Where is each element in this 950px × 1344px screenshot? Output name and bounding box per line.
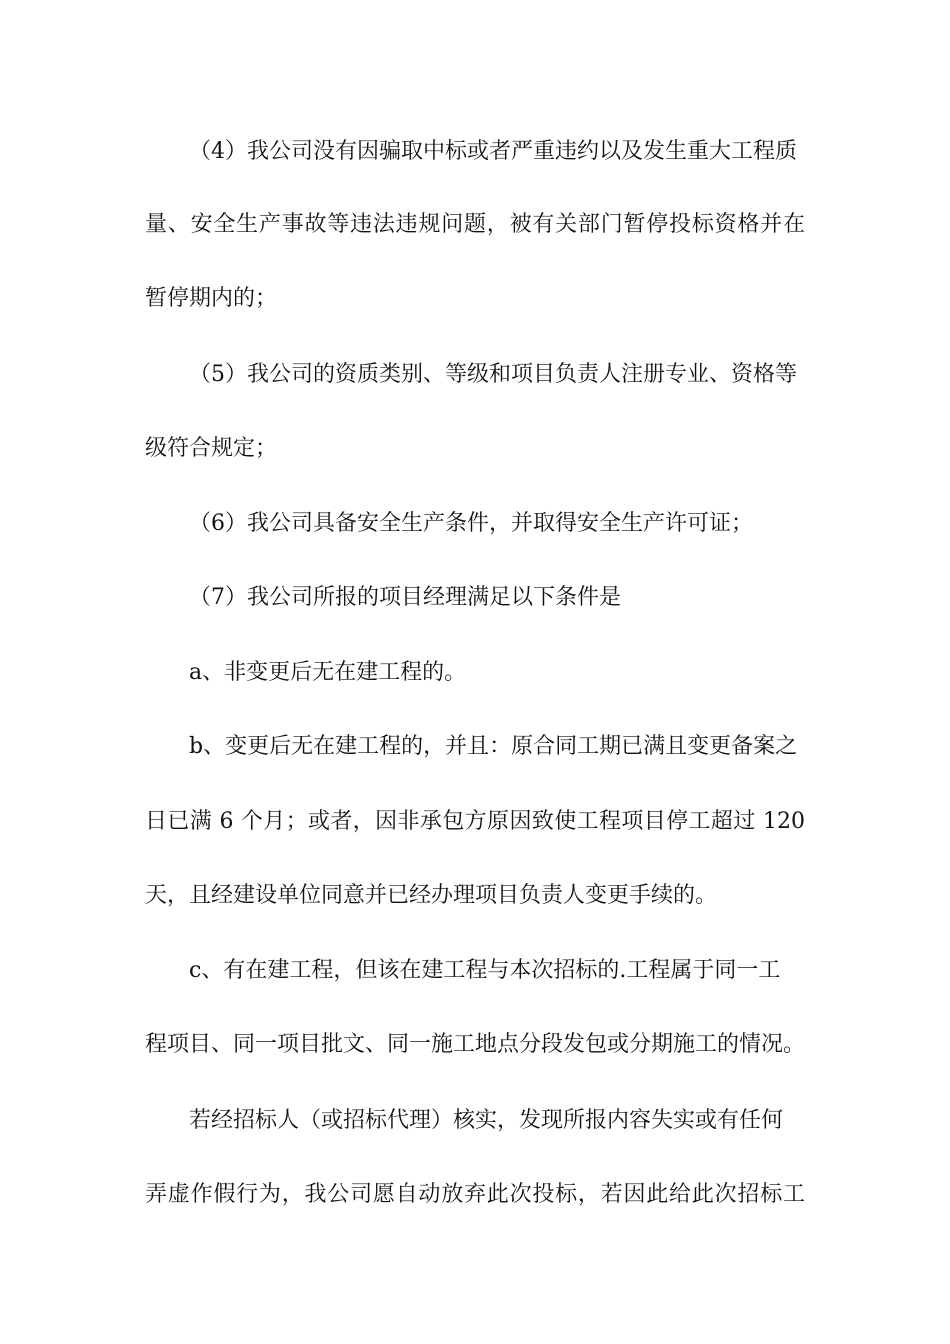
paragraph-line: 日已满 6 个月；或者，因非承包方原因致使工程项目停工超过 120 bbox=[145, 809, 805, 834]
paragraph-line: 量、安全生产事故等违法违规问题，被有关部门暂停投标资格并在 bbox=[145, 212, 805, 237]
paragraph-line: 暂停期内的； bbox=[145, 286, 278, 311]
paragraph-line: （4）我公司没有因骗取中标或者严重违约以及发生重大工程质 bbox=[189, 139, 797, 164]
paragraph-line: 弄虚作假行为，我公司愿自动放弃此次投标，若因此给此次招标工 bbox=[145, 1182, 805, 1207]
paragraph-line: （7）我公司所报的项目经理满足以下条件是 bbox=[189, 585, 621, 610]
paragraph-line: 天，且经建设单位同意并已经办理项目负责人变更手续的。 bbox=[145, 883, 718, 908]
paragraph-line: a、非变更后无在建工程的。 bbox=[189, 660, 467, 685]
paragraph-line: 程项目、同一项目批文、同一施工地点分段发包或分期施工的情况。 bbox=[145, 1032, 806, 1057]
paragraph-line: （5）我公司的资质类别、等级和项目负责人注册专业、资格等 bbox=[189, 362, 797, 387]
paragraph-line: （6）我公司具备安全生产条件，并取得安全生产许可证； bbox=[189, 511, 753, 536]
paragraph-line: 级符合规定； bbox=[145, 436, 278, 461]
paragraph-line: c、有在建工程，但该在建工程与本次招标的.工程属于同一工 bbox=[189, 958, 781, 983]
paragraph-line: 若经招标人（或招标代理）核实，发现所报内容失实或有任何 bbox=[189, 1108, 784, 1133]
paragraph-line: b、变更后无在建工程的，并且：原合同工期已满且变更备案之 bbox=[189, 734, 798, 759]
